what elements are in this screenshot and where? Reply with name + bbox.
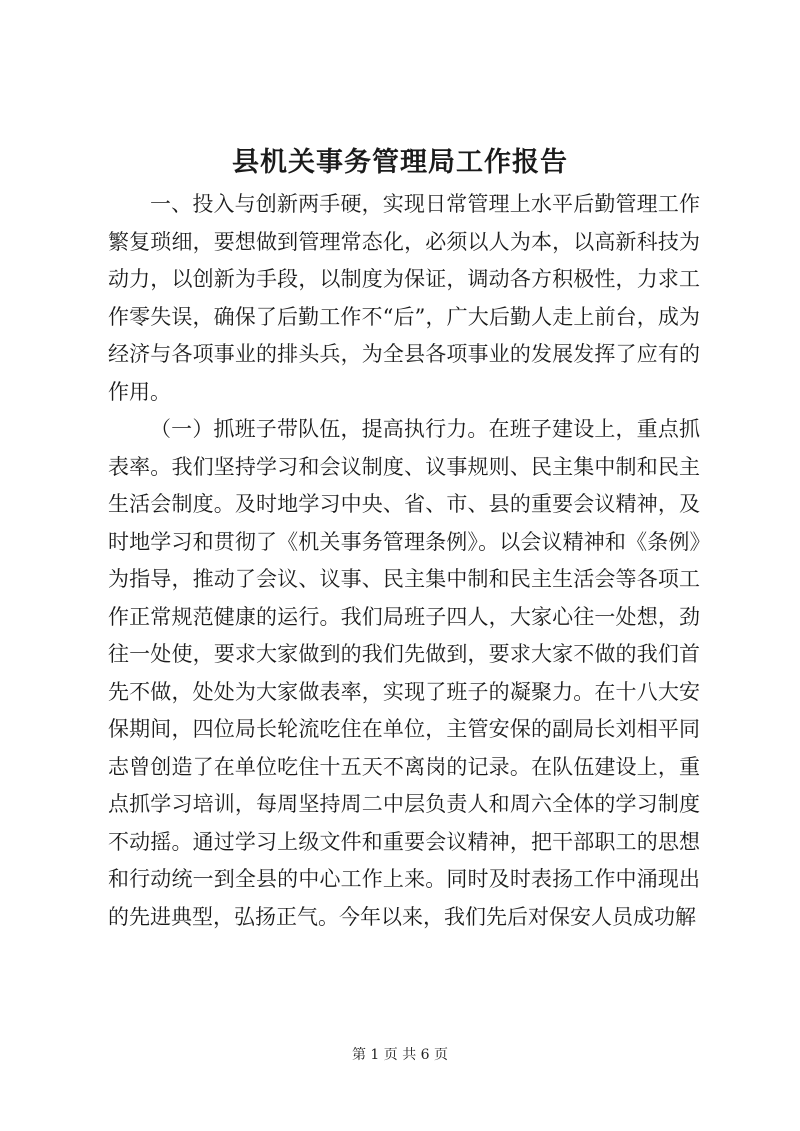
page-footer: 第 1 页 共 6 页 xyxy=(351,1047,449,1063)
document-body xyxy=(108,186,700,936)
paragraph-2: （一）抓班子带队伍，提高执行力。在班子建设上，重点抓表率。我们坚持学习和会议制度、议事规则、民主集中制和民主生活会制度。及时地学习中央、省、市、县的重要会议精神，及时地学习和贯彻了《机关事务管理条例》。以会议精神和《条例》为指导，推动了会议、议事、民主集中制和民主生活会等各项工作正常规范健康的运行。我们局班子四人，大家心往一处想，劲往一处使，要求大家做到的我们先做到，要求大家不做的我们首先不做，处处为大家做表率，实现了班子的凝聚力。在十八大安保期间，四位局长轮流吃住在单位，主管安保的副局长刘相平同志曾创造了在单位吃住十五天不离岗的记录。在队伍建设上，重点抓学习培训，每周坚持周二中层负责人和周六全体的学习制度不动摇。通过学习上级文件和重要会议精神，把干部职工的思想和行动统一到全县的中心工作上来。同时及时表扬工作中涌现出的先进典型，弘扬正气。今年以来，我们先后对保安人员成功解 xyxy=(108,417,700,929)
document-title: 县机关事务管理局工作报告 xyxy=(232,147,568,178)
paragraph-1: 一、投入与创新两手硬，实现日常管理上水平后勤管理工作繁复琐细，要想做到管理常态化，必须以人为本，以高新科技为动力，以创新为手段，以制度为保证，调动各方积极性，力求工作零失误，确保了后勤工作不“后”，广大后勤人走上前台，成为经济与各项事业的排头兵，为全县各项事业的发展发挥了应有的作用。 xyxy=(108,192,700,404)
